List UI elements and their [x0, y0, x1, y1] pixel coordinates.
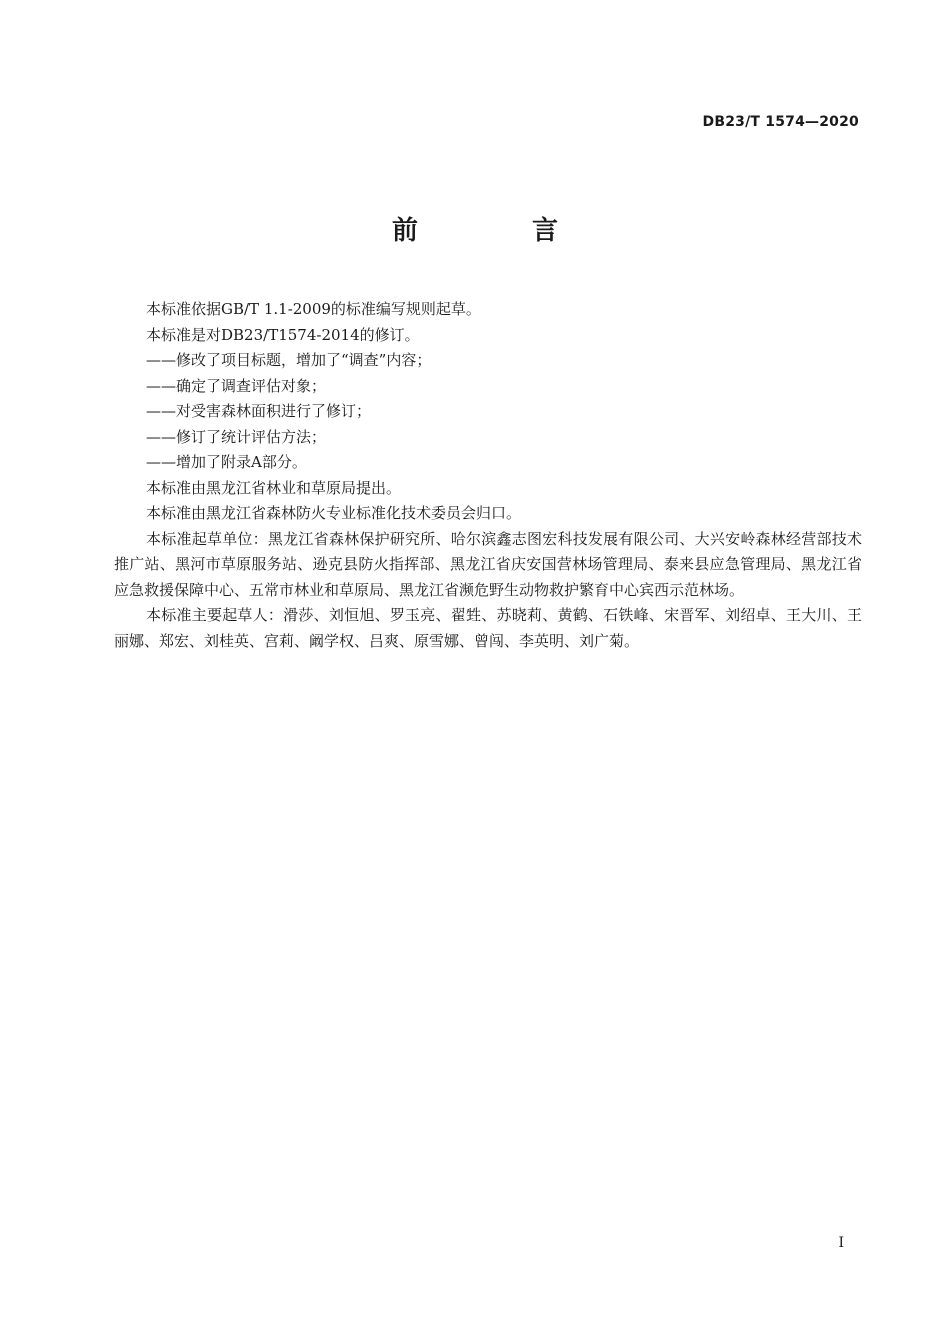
list-item: ——对受害森林面积进行了修订；	[146, 402, 372, 420]
drafting-units-paragraph: 本标准起草单位：黑龙江省森林保护研究所、哈尔滨鑫志图宏科技发展有限公司、大兴安岭森林经营部技术推广站、黑河市草原服务站、逊克县防火指挥部、黑龙江省庆安国营林场管理局、泰来县应急管理局、黑龙江省应急救援保障中心、五常市林业和草原局、黑龙江省濒危野生动物救护繁育中心宾西示范林场。	[114, 529, 862, 599]
list-item: ——修改了项目标题，增加了“调查”内容；	[146, 351, 432, 369]
paragraph: 本标准依据GB/T 1.1-2009的标准编写规则起草。	[146, 300, 481, 318]
list-item: ——增加了附录A部分。	[146, 453, 307, 471]
page-number: I	[838, 1235, 844, 1251]
list-item: ——确定了调查评估对象；	[146, 376, 327, 395]
paragraph: 本标准由黑龙江省林业和草原局提出。	[146, 478, 402, 497]
foreword-body	[114, 297, 862, 654]
page-title: 前 言	[391, 216, 602, 246]
drafters-paragraph: 本标准主要起草人：滑莎、刘恒旭、罗玉亮、翟甡、苏晓莉、黄鹤、石铁峰、宋晋军、刘绍卓、王大川、王丽娜、郑宏、刘桂英、宫莉、阚学权、吕爽、原雪娜、曾闯、李英明、刘广菊。	[114, 606, 862, 650]
paragraph: 本标准由黑龙江省森林防火专业标准化技术委员会归口。	[146, 504, 522, 522]
paragraph: 本标准是对DB23/T1574-2014的修订。	[146, 325, 420, 344]
standard-code: DB23/T 1574—2020	[702, 114, 859, 130]
list-item: ——修订了统计评估方法；	[146, 427, 327, 446]
